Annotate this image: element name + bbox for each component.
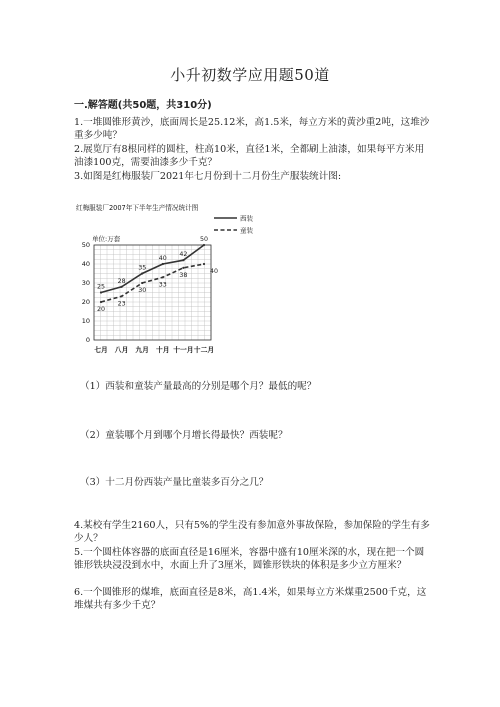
question-4: 4.某校有学生2160人，只有5%的学生没有参加意外事故保险，参加保险的学生有多少人？	[74, 520, 430, 544]
question-1: 1.一堆圆锥形黄沙，底面周长是25.12米，高1.5米，每立方米的黄沙重2吨，这堆沙重多少吨？	[74, 117, 430, 141]
chart-axes	[82, 241, 214, 354]
production-line-chart	[74, 196, 254, 366]
question-3: 3.如图是红梅服装厂2021年七月份到十二月份生产服装统计图:	[74, 171, 342, 182]
x-tick-label: 十一月	[173, 346, 194, 354]
y-tick-label: 30	[81, 279, 90, 288]
data-point	[141, 282, 143, 284]
x-tick-label: 十月	[156, 346, 170, 354]
x-tick-label: 九月	[135, 346, 149, 354]
y-tick-label: 0	[85, 336, 90, 345]
chart-legend	[214, 213, 254, 234]
data-point	[100, 291, 102, 293]
question-3-part-3: （3）十二月份西装产量比童装多百分之几？	[80, 477, 269, 488]
data-label: 40	[158, 255, 167, 262]
x-tick-label: 十二月	[193, 346, 215, 354]
section-heading: 一.解答题(共50题，共310分)	[74, 100, 212, 111]
question-3-part-2: （2）童装哪个月到哪个月增长得最快？西装呢？	[80, 430, 288, 441]
question-3-part-1: （1）西装和童装产量最高的分别是哪个月？最低的呢？	[80, 381, 317, 392]
data-point	[162, 263, 164, 265]
data-point	[141, 272, 143, 274]
data-label: 25	[96, 283, 106, 291]
y-tick-label: 50	[81, 241, 90, 250]
y-tick-label: 40	[81, 260, 90, 269]
data-point	[100, 301, 102, 303]
data-label: 23	[117, 300, 126, 308]
data-label: 42	[179, 251, 188, 259]
question-2: 2.展览厅有8根同样的圆柱，柱高10米，直径1米，全都刷上油漆，如果每平方米用油漆100克，需要油漆多少千克？	[74, 144, 425, 168]
question-5: 5.一个圆柱体容器的底面直径是16厘米，容器中盛有10厘米深的水，现在把一个圆锥形铁块浸没到水中，水面上升了3厘米，圆锥形铁块的体积是多少立方厘米？	[74, 547, 425, 571]
chart-unit-label: 单位:万套	[92, 235, 121, 243]
data-point	[182, 259, 184, 261]
data-point	[162, 276, 164, 278]
data-point	[121, 286, 123, 288]
data-point	[121, 295, 123, 297]
data-label: 35	[138, 264, 147, 272]
chart-grid	[94, 245, 211, 340]
data-point	[182, 267, 184, 269]
x-tick-label: 八月	[114, 346, 129, 354]
data-label: 50	[199, 236, 209, 243]
legend-label: 西装	[240, 214, 253, 223]
data-label: 30	[138, 287, 147, 294]
data-label: 40	[209, 268, 219, 275]
legend-label: 童装	[240, 226, 253, 235]
question-6: 6.一个圆锥形的煤堆，底面直径是8米，高1.4米，如果每立方米煤重2500千克，这堆煤共有多少千克？	[74, 587, 427, 611]
y-tick-label: 20	[81, 298, 90, 307]
data-point	[203, 263, 205, 265]
page-title: 小升初数学应用题50道	[170, 66, 330, 84]
data-label: 28	[117, 277, 126, 285]
data-point	[203, 244, 205, 246]
chart-title: 红梅服装厂2007年下半年生产情况统计图	[76, 204, 199, 212]
data-label: 20	[96, 306, 106, 313]
x-tick-label: 七月	[94, 346, 108, 354]
data-label: 38	[179, 271, 188, 279]
data-label: 33	[158, 281, 167, 289]
y-tick-label: 10	[81, 317, 90, 326]
